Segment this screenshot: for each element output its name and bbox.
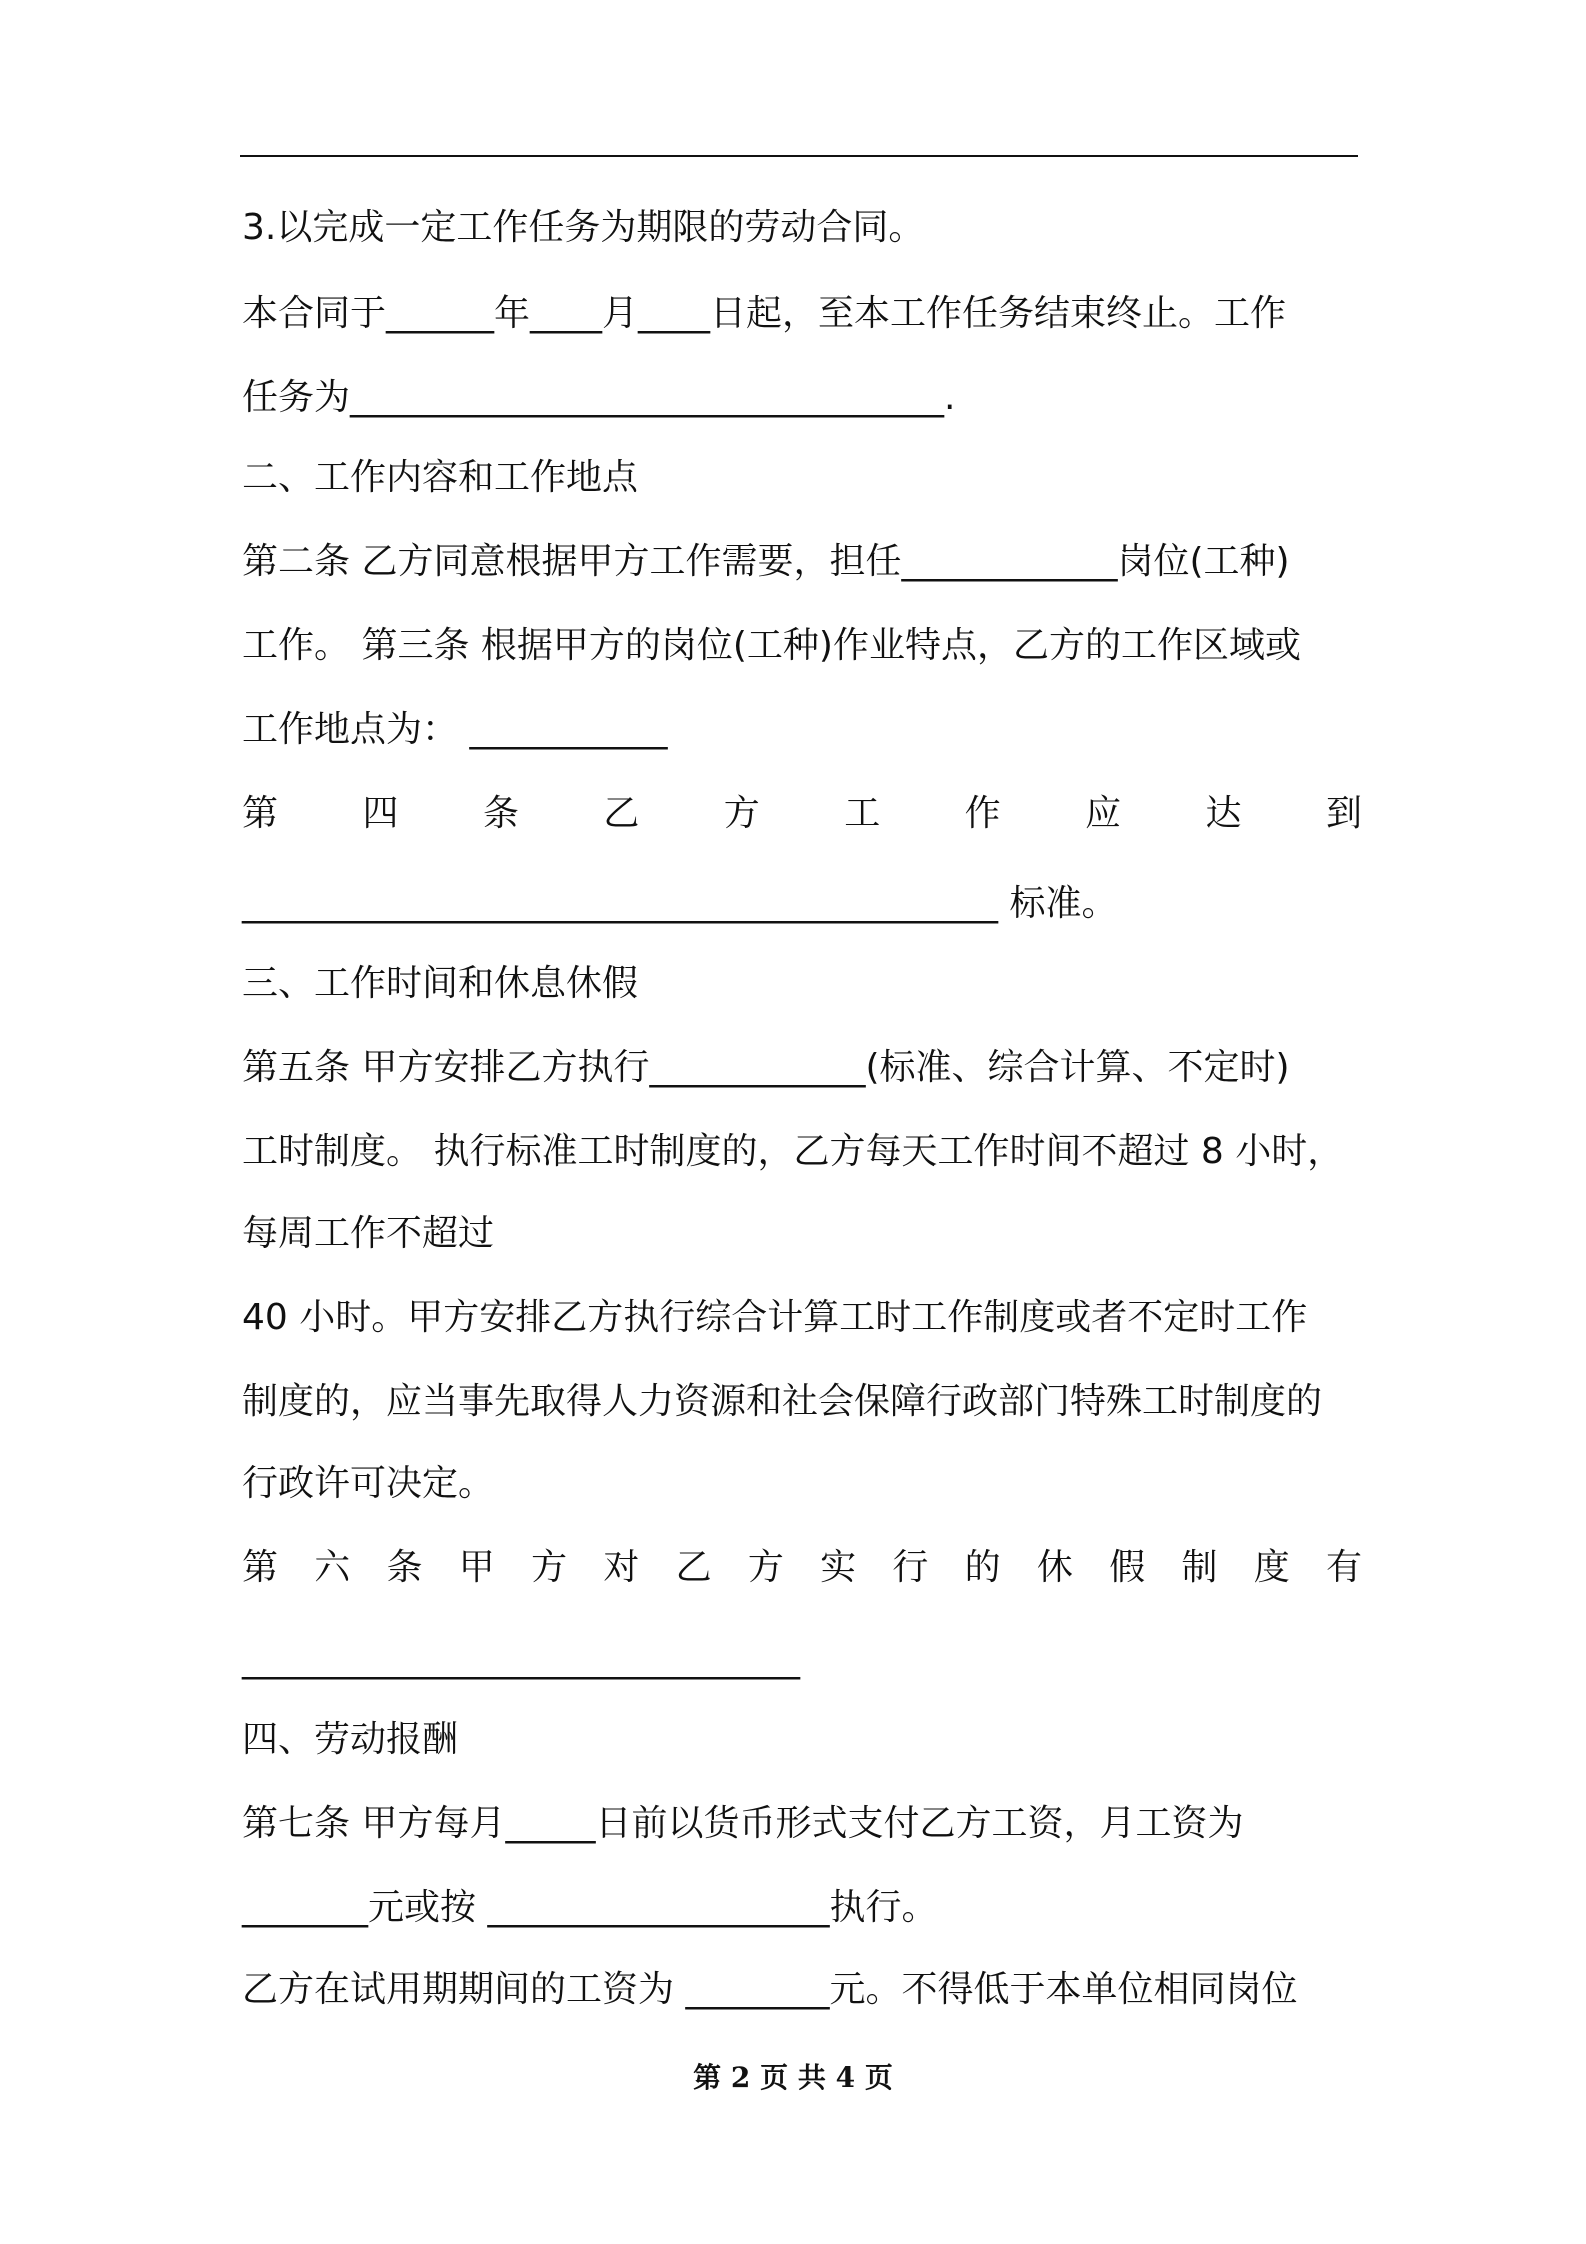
line-standard-hours: 工时制度。 执行标准工时制度的，乙方每天工作时间不超过 8 小时， — [242, 1131, 1344, 1172]
article-6-char: 度 — [1253, 1547, 1290, 1588]
article-6-char: 方 — [747, 1547, 784, 1588]
line-article-4 — [242, 790, 1362, 838]
line-work-location: 工作地点为： ___________ — [242, 709, 668, 750]
article-4-char: 作 — [964, 793, 1001, 834]
article-6-char: 制 — [1181, 1547, 1218, 1588]
line-article-5: 第五条 甲方安排乙方执行____________(标准、综合计算、不定时) — [242, 1047, 1290, 1088]
article-4-char: 应 — [1085, 793, 1122, 834]
article-6-char: 有 — [1325, 1547, 1362, 1588]
line-task-contract: 3.以完成一定工作任务为期限的劳动合同。 — [242, 207, 925, 248]
article-4-char: 四 — [362, 793, 399, 834]
line-task-description: 任务为_________________________________. — [242, 377, 956, 418]
article-4-char: 第 — [242, 793, 279, 834]
article-4-char: 工 — [844, 793, 881, 834]
line-contract-start-date: 本合同于______年____月____日起，至本工作任务结束终止。工作 — [242, 293, 1287, 334]
article-6-char: 对 — [603, 1547, 640, 1588]
line-article-2: 第二条 乙方同意根据甲方工作需要，担任____________岗位(工种) — [242, 541, 1290, 582]
section-heading-remuneration: 四、劳动报酬 — [242, 1719, 459, 1760]
line-probation-salary: 乙方在试用期期间的工资为 ________元。不得低于本单位相同岗位 — [242, 1969, 1298, 2010]
article-6-char: 甲 — [458, 1547, 495, 1588]
line-article-6 — [242, 1544, 1362, 1592]
article-6-char: 乙 — [675, 1547, 712, 1588]
article-4-char: 达 — [1205, 793, 1242, 834]
header-rule — [240, 155, 1358, 157]
line-article-7: 第七条 甲方每月_____日前以货币形式支付乙方工资，月工资为 — [242, 1803, 1244, 1844]
article-6-char: 休 — [1036, 1547, 1073, 1588]
section-heading-work-hours: 三、工作时间和休息休假 — [242, 963, 639, 1004]
line-monthly-salary: _______元或按 ___________________执行。 — [242, 1887, 938, 1928]
line-leave-blank: _______________________________ — [242, 1639, 800, 1680]
line-admin-permit: 行政许可决定。 — [242, 1463, 495, 1504]
line-article-3: 工作。 第三条 根据甲方的岗位(工种)作业特点，乙方的工作区域或 — [242, 625, 1301, 666]
article-6-char: 条 — [386, 1547, 423, 1588]
article-6-char: 实 — [820, 1547, 857, 1588]
article-4-char: 乙 — [603, 793, 640, 834]
article-6-char: 六 — [314, 1547, 351, 1588]
line-comprehensive-hours: 40 小时。甲方安排乙方执行综合计算工时工作制度或者不定时工作 — [242, 1297, 1308, 1338]
article-4-char: 方 — [723, 793, 760, 834]
article-4-char: 条 — [482, 793, 519, 834]
article-6-char: 假 — [1109, 1547, 1146, 1588]
line-special-approval: 制度的，应当事先取得人力资源和社会保障行政部门特殊工时制度的 — [242, 1381, 1323, 1422]
article-6-char: 方 — [531, 1547, 568, 1588]
page-number-footer: 第 2 页 共 4 页 — [693, 2061, 893, 2094]
line-weekly-hours: 每周工作不超过 — [242, 1213, 495, 1254]
section-heading-work-content: 二、工作内容和工作地点 — [242, 457, 639, 498]
line-work-standard: __________________________________________ 标准。 — [242, 883, 1118, 924]
article-6-char: 行 — [892, 1547, 929, 1588]
article-6-char: 的 — [964, 1547, 1001, 1588]
article-6-char: 第 — [242, 1547, 279, 1588]
article-4-char: 到 — [1325, 793, 1362, 834]
